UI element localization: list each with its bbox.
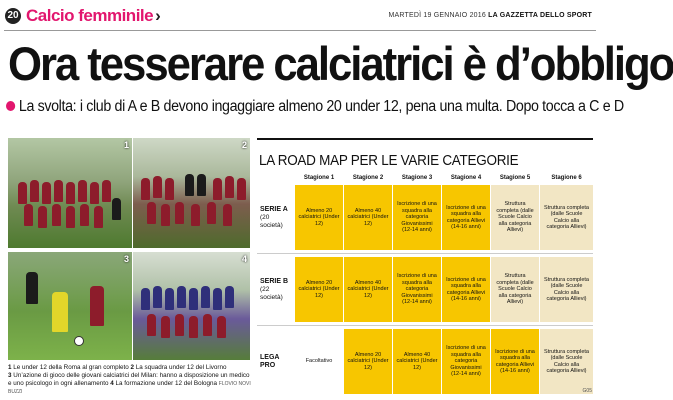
caption-number: 3 bbox=[8, 372, 12, 379]
player-figure bbox=[80, 204, 89, 226]
dateline bbox=[389, 12, 593, 19]
publication-name: LA GAZZETTA DELLO SPORT bbox=[488, 12, 592, 19]
player-figure bbox=[94, 206, 103, 228]
row-detail: (22 società) bbox=[260, 285, 283, 301]
photo-milan-action[interactable] bbox=[8, 252, 132, 360]
table-cell: Facoltativo bbox=[305, 358, 333, 365]
photo-credit: FLOVIO NOVI BUZZI bbox=[8, 381, 251, 395]
player-figure bbox=[217, 316, 226, 338]
standfirst-text: La svolta: i club di A e B devono ingaggiare almeno 20 under 12, pena una multa. Dopo tocca a C e D bbox=[18, 98, 624, 115]
row-name: SERIE B bbox=[260, 277, 289, 285]
table-cell: Iscrizione di una squadra alla categoria Giovanissimi (12-14 anni) bbox=[442, 329, 490, 394]
caption-number: 2 bbox=[130, 364, 135, 371]
player-figure bbox=[225, 176, 234, 198]
player-figure bbox=[90, 182, 99, 204]
player-figure bbox=[18, 182, 27, 204]
row-divider bbox=[257, 325, 593, 326]
table-cell: Struttura completa (dalle Scuole Calcio alla categoria Allievi) bbox=[491, 257, 539, 322]
table-cell: Almeno 40 calciatrici (Under 12) bbox=[393, 329, 441, 394]
section-title[interactable] bbox=[26, 6, 160, 26]
player-figure bbox=[30, 180, 39, 202]
page-number: 20 bbox=[5, 8, 21, 24]
table-cell: Struttura completa (dalle Scuole Calcio alla categoria Allievi) bbox=[491, 185, 539, 250]
player-figure bbox=[141, 288, 150, 310]
player-figure bbox=[102, 180, 111, 202]
table-cell: Almeno 20 calciatrici (Under 12) bbox=[344, 329, 392, 394]
photo-number: 1 bbox=[123, 140, 129, 150]
player-figure bbox=[153, 176, 162, 198]
player-figure bbox=[175, 314, 184, 336]
section-label: Calcio femminile bbox=[26, 6, 154, 25]
row-label bbox=[257, 329, 294, 394]
caption-number: 4 bbox=[110, 380, 114, 387]
table-row bbox=[257, 257, 593, 322]
table-cell: Almeno 40 calciatrici (Under 12) bbox=[344, 257, 392, 322]
player-figure bbox=[24, 204, 33, 226]
photo-livorno-team[interactable] bbox=[133, 138, 250, 248]
standfirst bbox=[6, 98, 624, 116]
caption-text: La squadra under 12 del Livorno bbox=[135, 364, 227, 371]
roadmap-title: LA ROAD MAP PER LE VARIE CATEGORIE bbox=[259, 152, 519, 169]
page-header bbox=[0, 0, 600, 30]
page-code: G05 bbox=[582, 388, 592, 394]
player-figure bbox=[237, 178, 246, 200]
player-figure bbox=[185, 174, 194, 196]
caption-number: 1 bbox=[8, 364, 12, 371]
column-header: Stagione 2 bbox=[352, 174, 384, 181]
player-figure bbox=[54, 180, 63, 202]
table-cell: Struttura completa (dalle Scuole Calcio alla categoria Allievi) bbox=[540, 257, 593, 322]
player-figure bbox=[141, 178, 150, 200]
caption-text: La formazione under 12 del Bologna bbox=[115, 380, 218, 387]
table-cell: Iscrizione di una squadra alla categoria Allievi (14-16 anni) bbox=[442, 257, 490, 322]
photo-caption bbox=[8, 364, 254, 396]
player-figure bbox=[165, 288, 174, 310]
headline: Ora tesserare calciatrici è d’obbligo bbox=[8, 37, 673, 90]
table-cell: Almeno 20 calciatrici (Under 12) bbox=[295, 185, 343, 250]
player-figure bbox=[90, 286, 104, 326]
table-cell: Iscrizione di una squadra alla categoria Allievi (14-16 anni) bbox=[442, 185, 490, 250]
player-figure bbox=[147, 314, 156, 336]
roadmap-table bbox=[257, 171, 593, 394]
player-figure bbox=[165, 178, 174, 200]
issue-date: MARTEDÌ 19 GENNAIO 2016 bbox=[388, 12, 486, 19]
bullet-icon bbox=[6, 101, 15, 111]
player-figure bbox=[161, 316, 170, 338]
player-figure bbox=[197, 174, 206, 196]
row-name: LEGA PRO bbox=[260, 353, 280, 369]
table-row bbox=[257, 185, 593, 250]
row-name: SERIE A bbox=[260, 205, 288, 213]
row-detail: (20 società) bbox=[260, 213, 283, 229]
player-figure bbox=[153, 286, 162, 308]
row-label bbox=[257, 185, 294, 250]
player-figure bbox=[42, 182, 51, 204]
player-figure bbox=[66, 182, 75, 204]
player-figure bbox=[201, 286, 210, 308]
photo-number: 2 bbox=[241, 140, 247, 150]
player-figure bbox=[52, 292, 68, 332]
photo-number: 4 bbox=[241, 254, 247, 264]
player-figure bbox=[213, 288, 222, 310]
table-cell: Almeno 20 calciatrici (Under 12) bbox=[295, 257, 343, 322]
player-figure bbox=[191, 204, 200, 226]
player-figure bbox=[66, 206, 75, 228]
player-figure bbox=[203, 314, 212, 336]
table-cell: Iscrizione di una squadra alla categoria Allievi (14-16 anni) bbox=[491, 329, 539, 394]
player-figure bbox=[223, 204, 232, 226]
chevron-right-icon: › bbox=[155, 6, 161, 25]
player-figure bbox=[177, 286, 186, 308]
player-figure bbox=[78, 180, 87, 202]
table-cell: Struttura completa (dalle Scuole Calcio alla categoria Allievi) bbox=[540, 185, 593, 250]
photo-number: 3 bbox=[123, 254, 129, 264]
player-figure bbox=[175, 202, 184, 224]
row-label bbox=[257, 257, 294, 322]
player-figure bbox=[207, 202, 216, 224]
column-header: Stagione 1 bbox=[303, 174, 335, 181]
column-header: Stagione 3 bbox=[401, 174, 433, 181]
player-figure bbox=[213, 178, 222, 200]
column-header: Stagione 6 bbox=[551, 174, 582, 181]
caption-text: Le under 12 della Roma al gran completo bbox=[13, 364, 129, 371]
player-figure bbox=[147, 202, 156, 224]
player-figure bbox=[112, 198, 121, 220]
ball-icon bbox=[74, 336, 84, 346]
table-cell: Struttura completa (dalle Scuole Calcio alla categoria Allievi) bbox=[540, 329, 593, 394]
player-figure bbox=[225, 286, 234, 308]
roadmap-top-rule bbox=[257, 138, 593, 140]
table-row bbox=[257, 329, 593, 394]
table-cell: Almeno 40 calciatrici (Under 12) bbox=[344, 185, 392, 250]
column-header: Stagione 4 bbox=[450, 174, 482, 181]
caption-text: Un’azione di gioco delle giovani calciatrici del Milan: hanno a disposizione un medico e uno psicologo in ogni allenamento bbox=[8, 372, 250, 387]
photo-bologna-team[interactable] bbox=[133, 252, 250, 360]
player-figure bbox=[26, 272, 38, 304]
player-figure bbox=[38, 206, 47, 228]
player-figure bbox=[189, 288, 198, 310]
player-figure bbox=[189, 316, 198, 338]
header-divider bbox=[4, 30, 596, 31]
player-figure bbox=[161, 204, 170, 226]
photo-roma-team[interactable] bbox=[8, 138, 132, 248]
table-cell: Iscrizione di una squadra alla categoria Giovanissimi (12-14 anni) bbox=[393, 185, 441, 250]
row-divider bbox=[257, 253, 593, 254]
table-cell: Iscrizione di una squadra alla categoria Giovanissimi (12-14 anni) bbox=[393, 257, 441, 322]
column-header: Stagione 5 bbox=[499, 174, 531, 181]
player-figure bbox=[52, 204, 61, 226]
table-header-row bbox=[257, 171, 593, 185]
